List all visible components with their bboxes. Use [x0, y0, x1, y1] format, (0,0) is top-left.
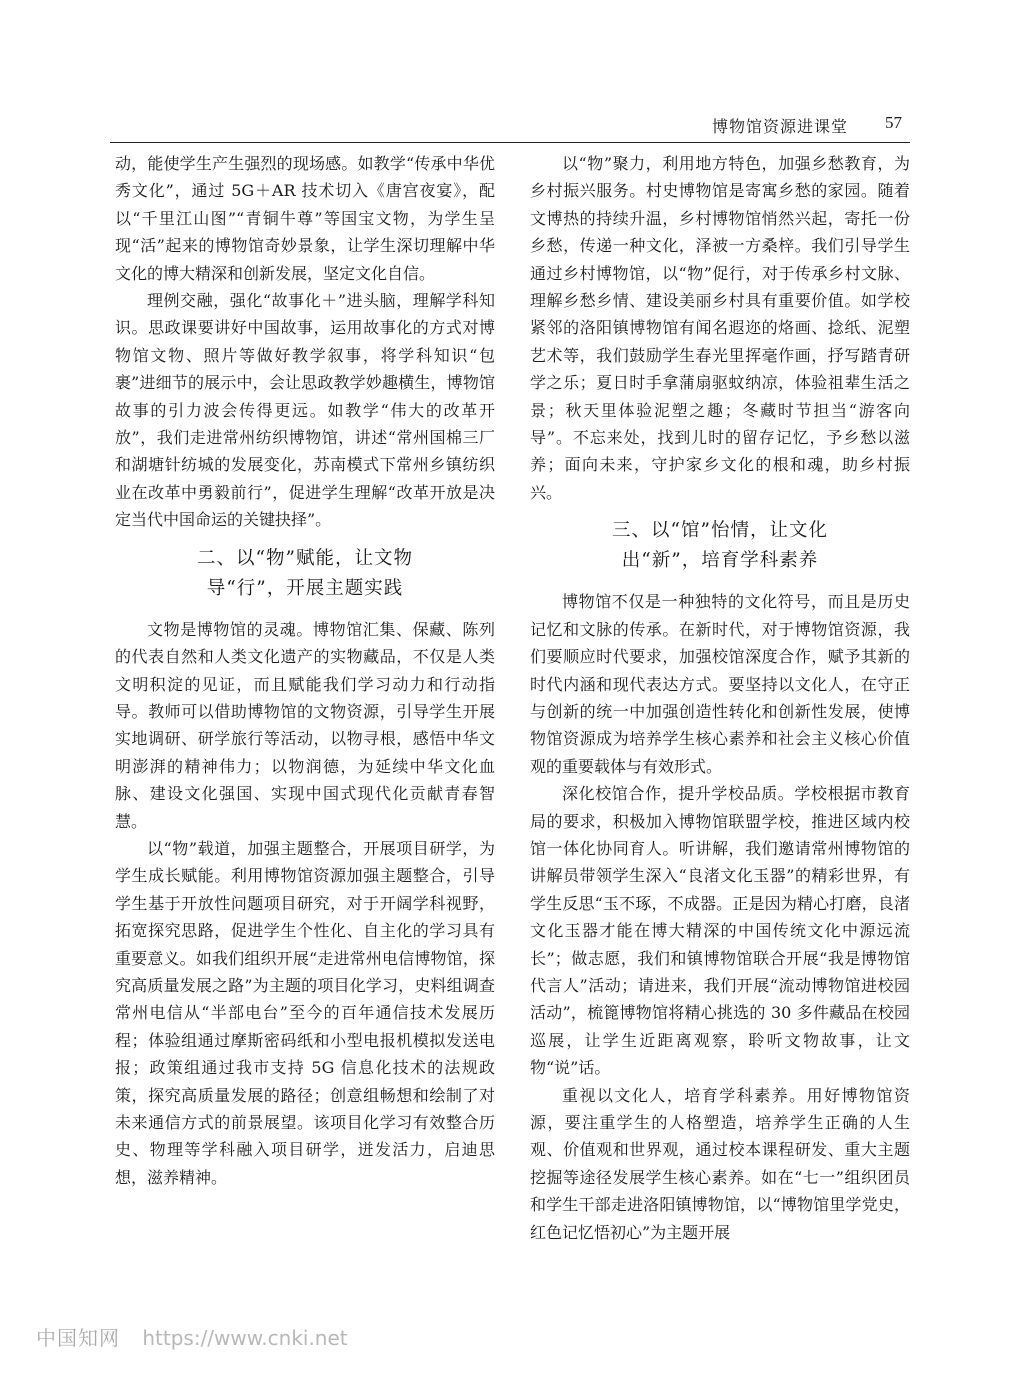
- running-header: [110, 110, 910, 143]
- paragraph: 以“物”聚力，利用地方特色，加强乡愁教育，为乡村振兴服务。村史博物馆是寄寓乡愁的家园。随着文博热的持续升温，乡村博物馆悄然兴起，寄托一份乡愁，传递一种文化，泽被一方桑梓。我们引导学生通过乡村博物馆，以“物”促行，对于传承乡村文脉、理解乡愁乡情、建设美丽乡村具有重要价值。如学校紧邻的洛阳镇博物馆有闻名遐迩的烙画、捻纸、泥塑艺术等，我们鼓励学生春光里挥毫作画，抒写踏青研学之乐；夏日时手拿蒲扇驱蚊纳凉，体验祖辈生活之景；秋天里体验泥塑之趣；冬藏时节担当“游客向导”。不忘来处，找到儿时的留存记忆，予乡愁以滋养；面向未来，守护家乡文化的根和魂，助乡村振兴。: [530, 154, 910, 502]
- cnki-logo-text: 中国知网: [36, 1326, 120, 1350]
- journal-section-title: 博物馆资源进课堂: [711, 117, 848, 136]
- paragraph: 以“物”载道，加强主题整合，开展项目研学，为学生成长赋能。利用博物馆资源加强主题整合，引导学生基于开放性问题项目研究，对于开阔学科视野，拓宽探究思路，促进学生个性化、自主化的学习具有重要意义。如我们组织开展“走进常州电信博物馆，探究高质量发展之路”为主题的项目化学习，史料组调查常州电信从“半部电台”至今的百年通信技术发展历程；体验组通过摩斯密码纸和小型电报机模拟发送电报；政策组通过我市支持 5G 信息化技术的法规政策，探究高质量发展的路径；创意组畅想和绘制了对未来通信方式的前景展望。该项目化学习有效整合历史、物理等学科融入项目研学，迸发活力，启迪思想，滋养精神。: [115, 838, 495, 1187]
- paragraph: 动，能使学生产生强烈的现场感。如教学“传承中华优秀文化”，通过 5G＋AR 技术切入《唐宫夜宴》，配以“千里江山图”“青铜牛尊”等国宝文物，为学生呈现“活”起来的博物馆奇妙景象，让学生深切理解中华文化的博大精深和创新发展，坚定文化自信。: [115, 154, 495, 283]
- paragraph: 理例交融，强化“故事化＋”进头脑，理解学科知识。思政课要讲好中国故事，运用故事化的方式对博物馆文物、照片等做好教学叙事，将学科知识“包裹”进细节的展示中，会让思政教学妙趣横生，博物馆故事的引力波会传得更远。如教学“伟大的改革开放”，我们走进常州纺织博物馆，讲述“常州国棉三厂和湖塘针纺城的发展变化，苏南模式下常州乡镇纺织业在改革中勇毅前行”，促进学生理解“改革开放是决定当代中国命运的关键抉择”。: [115, 291, 495, 530]
- paragraph: 深化校馆合作，提升学校品质。学校根据市教育局的要求，积极加入博物馆联盟学校，推进区域内校馆一体化协同育人。听讲解，我们邀请常州博物馆的讲解员带领学生深入“良渚文化玉器”的精彩世界，有学生反思“玉不琢，不成器。正是因为精心打磨，良渚文化玉器才能在博大精深的中国传统文化中源远流长”；做志愿，我们和镇博物馆联合开展“我是博物馆代言人”活动；请进来，我们开展“流动博物馆进校园活动”，梳篦博物馆将精心挑选的 30 多件藏品在校园巡展，让学生近距离观察，聆听文物故事，让文物“说”话。: [530, 784, 910, 1078]
- section-heading-line: 三、以“馆”怡情，让文化: [612, 520, 828, 542]
- paragraph: 重视以文化人，培育学科素养。用好博物馆资源，要注重学生的人格塑造，培养学生正确的人生观、价值观和世界观，通过校本课程研发、重大主题挖掘等途径发展学生核心素养。如在“七一”组织团员和学生干部走进洛阳镇博物馆，以“博物馆里学党史，红色记忆悟初心”为主题开展: [530, 1085, 910, 1242]
- section-heading-line: 导“行”，开展主题实践: [206, 577, 404, 599]
- right-column: [530, 150, 910, 1246]
- section-heading-3: [530, 516, 910, 576]
- watermark-footer: [36, 1322, 348, 1351]
- left-column: [115, 150, 495, 1191]
- page-number: 57: [885, 113, 902, 132]
- section-heading-line: 出“新”，培育学科素养: [621, 550, 819, 572]
- section-heading-line: 二、以“物”赋能，让文物: [197, 547, 413, 569]
- section-heading-2: [115, 544, 495, 604]
- paragraph: 博物馆不仅是一种独特的文化符号，而且是历史记忆和文脉的传承。在新时代，对于博物馆资源，我们要顺应时代要求，加强校馆深度合作，赋予其新的时代内涵和现代表达方式。要坚持以文化人，在守正与创新的统一中加强创造性转化和创新性发展，使博物馆资源成为培养学生核心素养和社会主义核心价值观的重要载体与有效形式。: [530, 592, 910, 776]
- paragraph: 文物是博物馆的灵魂。博物馆汇集、保藏、陈列的代表自然和人类文化遗产的实物藏品，不仅是人类文明积淀的见证，而且赋能我们学习动力和行动指导。教师可以借助博物馆的文物资源，引导学生开展实地调研、研学旅行等活动，以物寻根，感悟中华文明澎湃的精神伟力；以物润德，为延续中华文化血脉、建设文化强国、实现中国式现代化贡献青春智慧。: [115, 619, 495, 831]
- cnki-url: https://www.cnki.net: [142, 1326, 348, 1350]
